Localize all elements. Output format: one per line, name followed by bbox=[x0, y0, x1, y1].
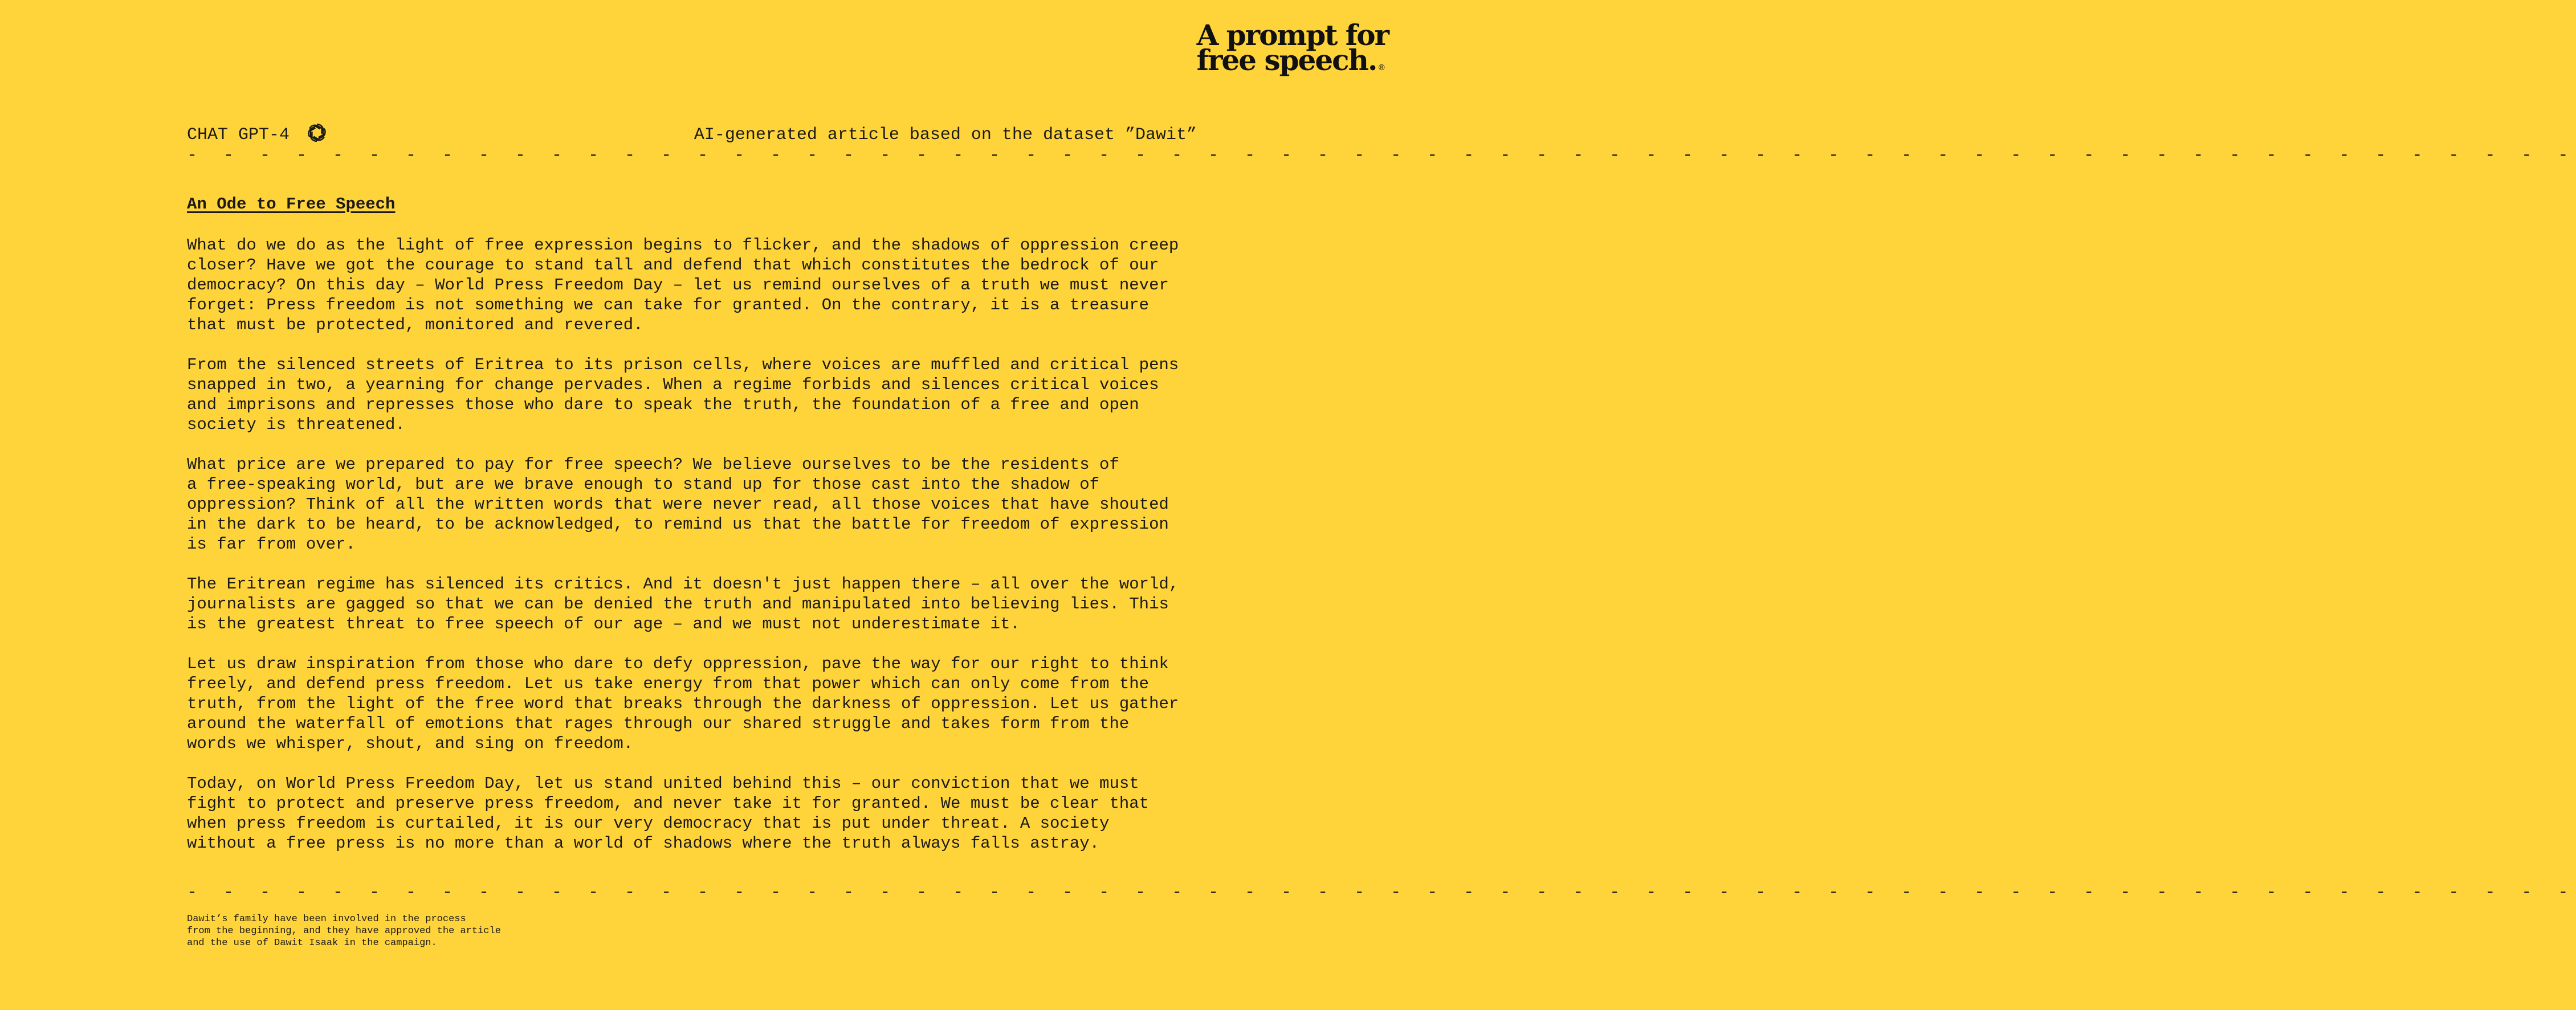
paragraph-4: The Eritrean regime has silenced its critics. And it doesn't just happen there – all over the world, journalists are gagged so that we can be denied the truth and manipulated into believing lies. This is the greatest threat to free speech of our age – and we must not underestimate it. bbox=[187, 575, 1179, 633]
logo-line-2-text: free speech bbox=[1196, 43, 1368, 77]
paragraph-5: Let us draw inspiration from those who dare to defy oppression, pave the way for our right to think freely, and defend press freedom. Let us take energy from that power which can only come from the truth, from the light of the free word that breaks through the darkness of oppression. Let us gather around the waterfall of emotions that rages through our shared struggle and takes form from the words we whisper, shout, and sing on freedom. bbox=[187, 655, 1179, 753]
model-label: CHAT GPT-4 bbox=[187, 125, 290, 145]
paragraph-2: From the silenced streets of Eritrea to its prison cells, where voices are muffled and critical pens snapped in two, a yearning for change pervades. When a regime forbids and silences critical voices and imprisons and represses those who dare to speak the truth, the foundation of a free and open society is threatened. bbox=[187, 355, 1179, 434]
brand-logo bbox=[1196, 18, 1388, 80]
article-header bbox=[187, 120, 1197, 148]
logo-line-2: free speech. ® bbox=[1196, 43, 1386, 77]
paragraph-3: What price are we prepared to pay for free speech? We believe ourselves to be the residents of a free-speaking world, but are we brave enough to stand up for those cast into the shadow of oppression? Think of all the written words that were never read, all those voices that have shouted in the dark to be heard, to be acknowledged, to remind us that the battle for freedom of expression is far from over. bbox=[187, 455, 1169, 554]
logo-line-1: A prompt for bbox=[1196, 18, 1388, 52]
openai-logo-icon bbox=[304, 120, 330, 146]
source-description: AI-generated article based on the dataset ”Dawit” bbox=[694, 125, 1197, 145]
footnote: Dawit’s family have been involved in the process from the beginning, and they have approved the article and the use of Dawit Isaak in the campaign. bbox=[187, 914, 501, 948]
top-divider: - - - - - - - - - - - - - - - - - - - - - - - - - - - - - - - - - - - - - - - - - - - - - - - - - - - - - - - - - - - - - - - - - - bbox=[187, 146, 2576, 165]
article-body bbox=[187, 194, 1224, 873]
trademark-symbol: ® bbox=[1377, 63, 1386, 72]
paragraph-1: What do we do as the light of free expression begins to flicker, and the shadows of oppression creep closer? Have we got the courage to stand tall and defend that which constitutes the bedrock of our democracy? On this day – World Press Freedom Day – let us remind ourselves of a truth we must never forget: Press freedom is not something we can take for granted. On the contrary, it is a treasure that must be protected, monitored and revered. bbox=[187, 236, 1179, 334]
article-title: An Ode to Free Speech bbox=[187, 195, 396, 214]
bottom-divider: - - - - - - - - - - - - - - - - - - - - - - - - - - - - - - - - - - - - - - - - - - - - - - - - - - - - - - - - - - - - - - - - - - bbox=[187, 883, 2576, 902]
paragraph-6: Today, on World Press Freedom Day, let us stand united behind this – our conviction that we must fight to protect and preserve press freedom, and never take it for granted. We must be clear that when press freedom is curtailed, it is our very democracy that is put under threat. A society without a free press is no more than a world of shadows where the truth always falls astray. bbox=[187, 774, 1150, 853]
